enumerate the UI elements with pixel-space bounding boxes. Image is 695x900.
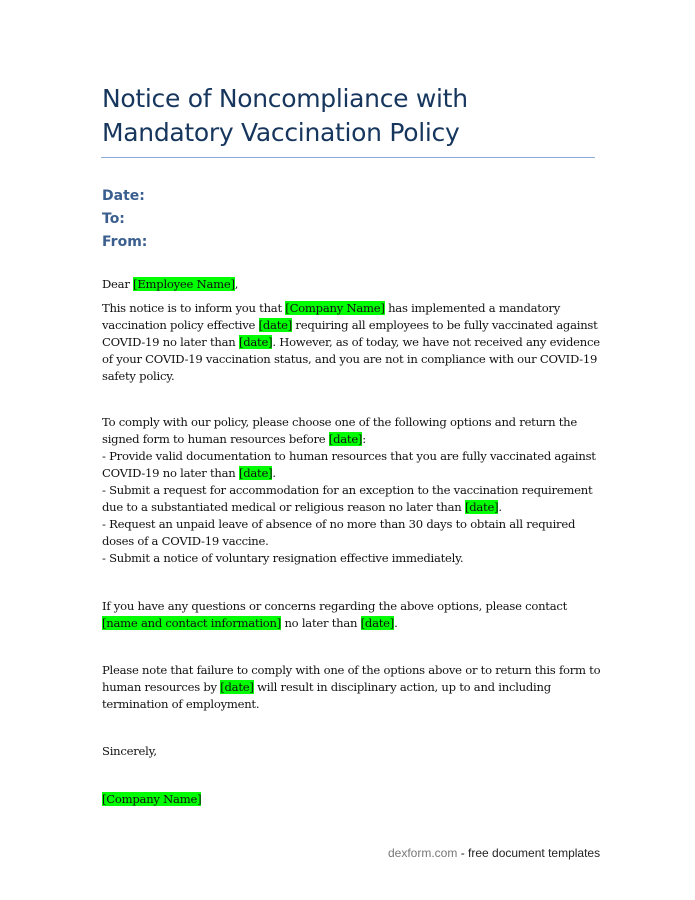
from-label: From: (102, 234, 148, 250)
text: To comply with our policy, please choose one of the following options and return the signed form to human resources before (102, 415, 577, 446)
paragraph-questions (102, 598, 602, 632)
contact-placeholder: [name and contact information] (102, 616, 282, 630)
title-line-2: Mandatory Vaccination Policy (102, 118, 460, 147)
date-placeholder: [date] (220, 680, 254, 694)
option-item-4: - Submit a notice of voluntary resignation effective immediately. (102, 551, 464, 565)
date-label: Date: (102, 188, 145, 204)
company-name-placeholder: [Company Name] (285, 301, 385, 315)
greeting (102, 276, 602, 293)
closing: Sincerely, (102, 744, 157, 758)
date-placeholder: [date] (238, 466, 273, 480)
date-placeholder: [date] (238, 335, 273, 349)
text: . (272, 466, 276, 480)
date-placeholder: [date] (258, 318, 292, 332)
text: . However, as of today, we have not received any evidence of your COVID-19 vaccination status, and you are not in compliance with our COVID-19 safety policy. (102, 335, 600, 383)
paragraph-notice (102, 300, 602, 385)
to-label: To: (102, 211, 125, 227)
paragraph-consequences (102, 662, 602, 713)
text: : (362, 432, 366, 446)
option-item-1 (102, 448, 602, 482)
text: . (498, 500, 502, 514)
employee-name-placeholder: [Employee Name] (133, 277, 235, 291)
footer-tagline: - free document templates (457, 846, 601, 860)
paragraph-options (102, 414, 602, 567)
text: - Submit a request for accommodation for an exception to the vaccination requirement due to a substantiated medical or religious reason no later than (102, 483, 593, 514)
text: Please note that failure to comply with one of the options above or to return this form to human resources by (102, 663, 601, 694)
option-item-2 (102, 482, 602, 516)
greeting-prefix: Dear (102, 277, 134, 291)
option-item-3: - Request an unpaid leave of absence of no more than 30 days to obtain all required doses of a COVID-19 vaccine. (102, 517, 576, 548)
title-line-1: Notice of Noncompliance with (102, 84, 468, 113)
signature (102, 791, 602, 808)
date-placeholder: [date] (328, 432, 363, 446)
document-title (102, 82, 602, 150)
text: requiring all employees to be fully vaccinated against COVID-19 no later than (102, 318, 598, 349)
date-placeholder: [date] (464, 500, 499, 514)
text: If you have any questions or concerns regarding the above options, please contact (102, 599, 568, 613)
options-intro (102, 414, 602, 448)
company-name-placeholder: [Company Name] (102, 792, 202, 806)
footer-brand-link[interactable]: dexform.com (388, 846, 458, 860)
text: has implemented a mandatory vaccination policy effective (102, 301, 561, 332)
text: - Provide valid documentation to human resources that you are fully vaccinated against COVID-19 no later than (102, 449, 596, 480)
text: will result in disciplinary action, up to and including termination of employment. (102, 680, 551, 711)
greeting-suffix: , (234, 277, 239, 291)
date-placeholder: [date] (360, 616, 395, 630)
text: . (394, 616, 398, 630)
footer (388, 846, 600, 860)
text: no later than (281, 616, 361, 630)
title-divider (101, 157, 595, 158)
text: This notice is to inform you that (102, 301, 286, 315)
